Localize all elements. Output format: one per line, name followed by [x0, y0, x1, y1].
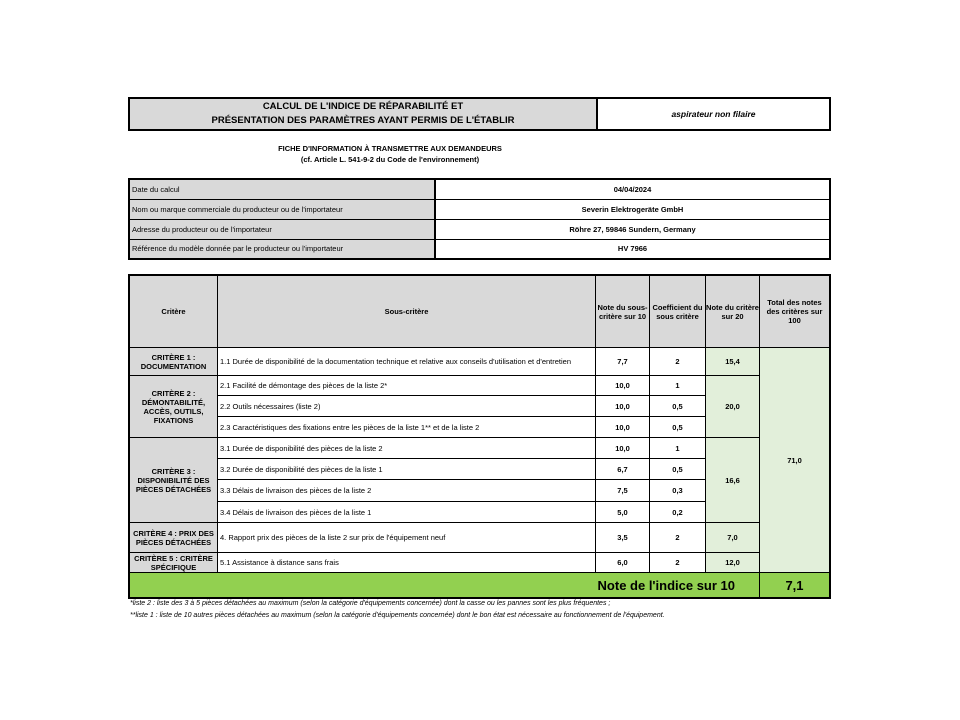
subcriterion-label: 5.1 Assistance à distance sans frais — [218, 553, 596, 573]
subtitle — [180, 143, 600, 165]
info-label: Date du calcul — [129, 179, 435, 199]
final-score: 7,1 — [760, 573, 829, 597]
subcriterion-coef: 2 — [650, 553, 706, 573]
info-row — [129, 239, 830, 259]
header-note-sous-critere: Note du sous-critère sur 10 — [596, 276, 650, 348]
info-label: Référence du modèle donnée par le producteur ou l'importateur — [129, 239, 435, 259]
criterion-2-score: 20,0 — [706, 376, 760, 438]
subcriterion-note: 3,5 — [596, 523, 650, 553]
subcriterion-coef: 0,3 — [650, 480, 706, 502]
header-total: Total des notes des critères sur 100 — [760, 276, 829, 348]
document-title — [130, 99, 598, 129]
criterion-1-score: 15,4 — [706, 348, 760, 376]
header-coefficient: Coefficient du sous critère — [650, 276, 706, 348]
info-label: Adresse du producteur ou de l'importateur — [129, 219, 435, 239]
subcriterion-note: 10,0 — [596, 438, 650, 459]
header-note-critere: Note du critère sur 20 — [706, 276, 760, 348]
title-line-1: CALCUL DE L'INDICE DE RÉPARABILITÉ ET — [262, 101, 464, 112]
info-row — [129, 219, 830, 239]
info-table — [128, 178, 831, 260]
criterion-5-score: 12,0 — [706, 553, 760, 573]
subcriterion-coef: 0,5 — [650, 396, 706, 417]
info-label: Nom ou marque commerciale du producteur ou de l'importateur — [129, 199, 435, 219]
subcriterion-coef: 0,5 — [650, 417, 706, 438]
criterion-2: CRITÈRE 2 : DÉMONTABILITÉ, ACCÈS, OUTILS, FIXATIONS — [130, 376, 218, 438]
subtitle-line-1: FICHE D'INFORMATION À TRANSMETTRE AUX DEMANDEURS — [278, 144, 502, 153]
header-critere: Critère — [130, 276, 218, 348]
criterion-3-score: 16,6 — [706, 438, 760, 523]
subcriterion-note: 10,0 — [596, 376, 650, 396]
repairability-table — [128, 274, 831, 599]
criterion-3: CRITÈRE 3 : DISPONIBILITÉ DES PIÈCES DÉTACHÉES — [130, 438, 218, 523]
subcriterion-label: 1.1 Durée de disponibilité de la documentation technique et relative aux conseils d'utilisation et d'entretien — [218, 348, 596, 376]
header-sous-critere: Sous-critère — [218, 276, 596, 348]
subcriterion-label: 2.3 Caractéristiques des fixations entre les pièces de la liste 1** et de la liste 2 — [218, 417, 596, 438]
criterion-4: CRITÈRE 4 : PRIX DES PIÈCES DÉTACHÉES — [130, 523, 218, 553]
title-line-2: PRÉSENTATION DES PARAMÈTRES AYANT PERMIS DE L'ÉTABLIR — [211, 115, 515, 126]
subcriterion-coef: 0,5 — [650, 459, 706, 480]
subcriterion-label: 3.3 Délais de livraison des pièces de la liste 2 — [218, 480, 596, 502]
footnote-list-2: *liste 2 : liste des 3 à 5 pièces détachées au maximum (selon la catégorie d'équipements concernée) dont la casse ou les pannes sont les plus fréquentes ; — [130, 600, 611, 607]
info-value: HV 7966 — [435, 239, 830, 259]
criterion-1: CRITÈRE 1 : DOCUMENTATION — [130, 348, 218, 376]
subcriterion-coef: 0,2 — [650, 502, 706, 523]
subcriterion-note: 6,0 — [596, 553, 650, 573]
subcriterion-label: 4. Rapport prix des pièces de la liste 2 sur prix de l'équipement neuf — [218, 523, 596, 553]
subcriterion-coef: 2 — [650, 523, 706, 553]
info-value: Severin Elektrogeräte GmbH — [435, 199, 830, 219]
info-value: 04/04/2024 — [435, 179, 830, 199]
final-label: Note de l'indice sur 10 — [130, 573, 760, 597]
product-type: aspirateur non filaire — [671, 109, 756, 119]
subcriterion-note: 7,7 — [596, 348, 650, 376]
subcriterion-label: 3.4 Délais de livraison des pièces de la liste 1 — [218, 502, 596, 523]
subcriterion-label: 3.1 Durée de disponibilité des pièces de la liste 2 — [218, 438, 596, 459]
total-score: 71,0 — [760, 348, 829, 573]
info-value: Röhre 27, 59846 Sundern, Germany — [435, 219, 830, 239]
subcriterion-coef: 2 — [650, 348, 706, 376]
footnote-list-1: **liste 1 : liste de 10 autres pièces détachées au maximum (selon la catégorie d'équipements concernée) dont le bon état est nécessaire au fonctionnement de l'équipement. — [130, 612, 665, 619]
criterion-5: CRITÈRE 5 : CRITÈRE SPÉCIFIQUE — [130, 553, 218, 573]
subcriterion-note: 5,0 — [596, 502, 650, 523]
subcriterion-label: 3.2 Durée de disponibilité des pièces de la liste 1 — [218, 459, 596, 480]
criterion-4-score: 7,0 — [706, 523, 760, 553]
subcriterion-note: 6,7 — [596, 459, 650, 480]
subtitle-line-2: (cf. Article L. 541-9-2 du Code de l'environnement) — [300, 155, 480, 164]
subcriterion-note: 10,0 — [596, 396, 650, 417]
subcriterion-note: 7,5 — [596, 480, 650, 502]
subcriterion-note: 10,0 — [596, 417, 650, 438]
subcriterion-coef: 1 — [650, 438, 706, 459]
subcriterion-coef: 1 — [650, 376, 706, 396]
info-row — [129, 179, 830, 199]
subcriterion-label: 2.2 Outils nécessaires (liste 2) — [218, 396, 596, 417]
info-row — [129, 199, 830, 219]
subcriterion-label: 2.1 Facilité de démontage des pièces de la liste 2* — [218, 376, 596, 396]
document-header — [128, 97, 831, 131]
